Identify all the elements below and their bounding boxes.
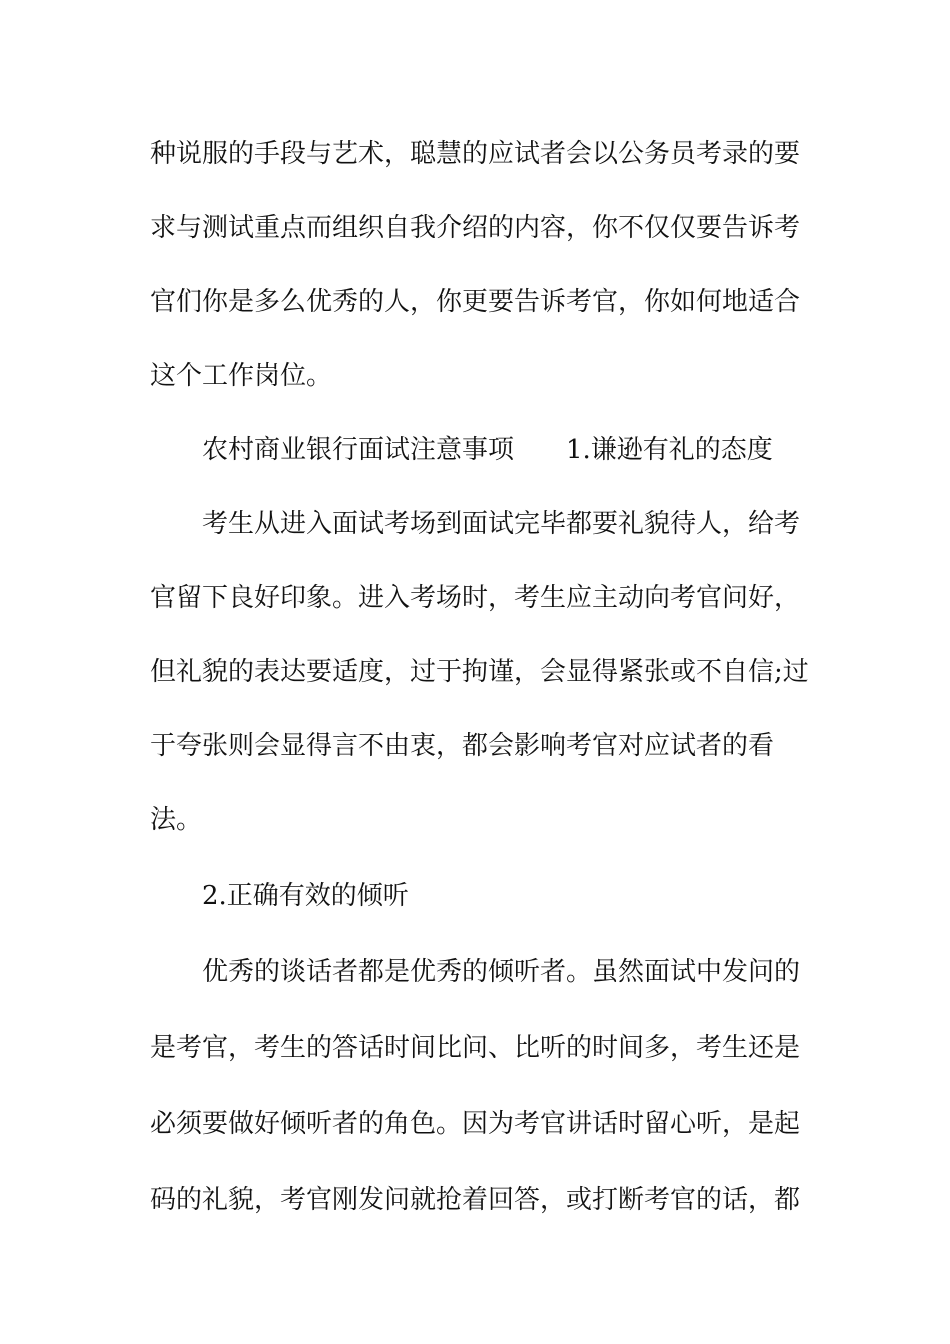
section-heading: 农村商业银行面试注意事项 1.谦逊有礼的态度 — [202, 435, 773, 465]
text-line: 优秀的谈话者都是优秀的倾听者。虽然面试中发问的 — [202, 957, 801, 987]
text-line: 求与测试重点而组织自我介绍的内容，你不仅仅要告诉考 — [150, 213, 801, 243]
section-heading: 2.正确有效的倾听 — [202, 881, 409, 911]
text-line: 是考官，考生的答话时间比问、比听的时间多，考生还是 — [150, 1033, 801, 1063]
text-line: 官们你是多么优秀的人，你更要告诉考官，你如何地适合 — [150, 287, 801, 317]
text-line: 于夸张则会显得言不由衷，都会影响考官对应试者的看 — [150, 731, 775, 761]
text-line: 官留下良好印象。进入考场时，考生应主动向考官问好， — [150, 583, 801, 613]
text-line: 法。 — [150, 805, 203, 835]
text-line: 必须要做好倾听者的角色。因为考官讲话时留心听，是起 — [150, 1109, 801, 1139]
text-line: 考生从进入面试考场到面试完毕都要礼貌待人，给考 — [202, 509, 801, 539]
text-line: 种说服的手段与艺术，聪慧的应试者会以公务员考录的要 — [150, 139, 801, 169]
text-line: 这个工作岗位。 — [150, 361, 333, 391]
text-line: 但礼貌的表达要适度，过于拘谨，会显得紧张或不自信;过 — [150, 657, 809, 687]
text-line: 码的礼貌，考官刚发问就抢着回答，或打断考官的话，都 — [150, 1185, 801, 1215]
